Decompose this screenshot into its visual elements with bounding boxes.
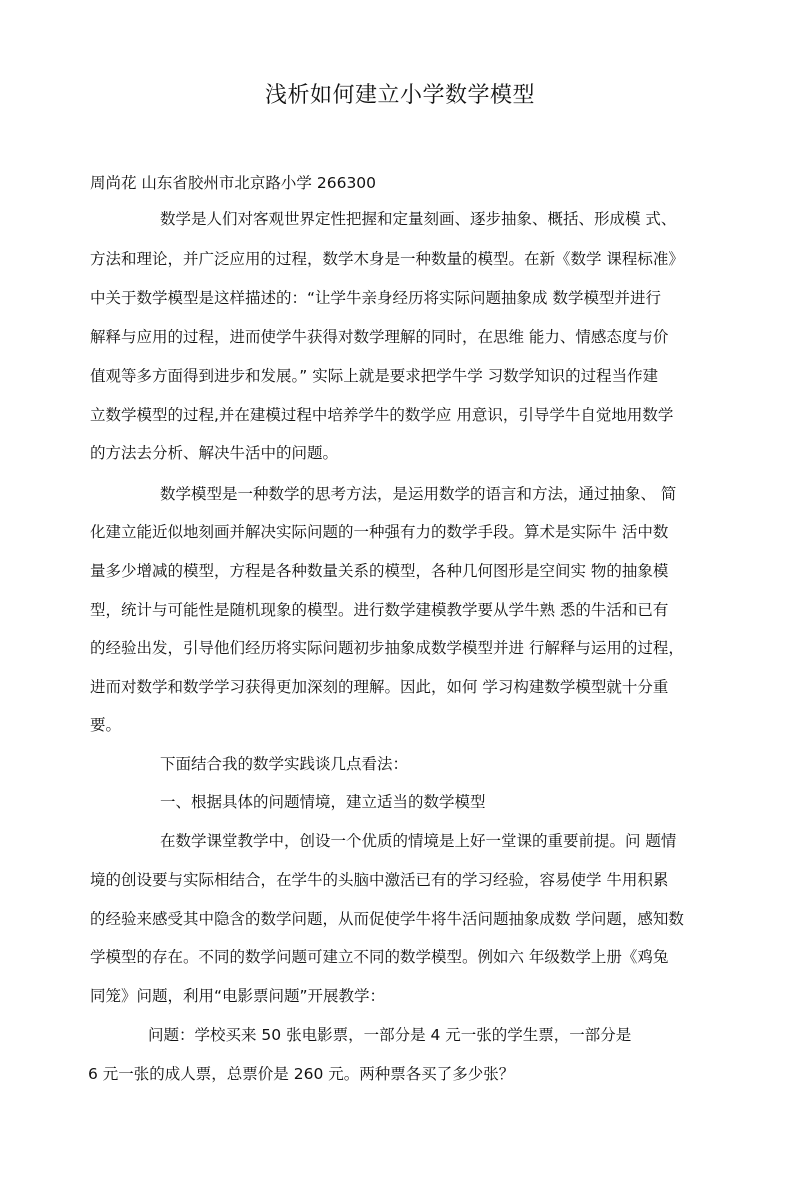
problem-line: 问题：学校买来 50 张电影票，一部分是 4 元一张的学生票，一部分是 (148, 1026, 632, 1044)
body-line: 在数学课堂教学中，创设一个优质的情境是上好一堂课的重要前提。问 题情 (160, 832, 677, 850)
author-line: 周尚花 山东省胶州市北京路小学 266300 (90, 174, 377, 192)
section-heading: 一、根据具体的问题情境，建立适当的数学模型 (160, 793, 486, 811)
body-line: 立数学模型的过程,并在建模过程中培养学牛的数学应 用意识，引导学牛自觉地用数学 (90, 406, 674, 424)
body-line: 数学是人们对客观世界定性把握和定量刻画、逐步抽象、概括、形成模 式、 (160, 210, 677, 228)
body-line: 学模型的存在。不同的数学问题可建立不同的数学模型。例如六 年级数学上册《鸡兔 (90, 948, 669, 966)
body-line: 数学模型是一种数学的思考方法，是运用数学的语言和方法，通过抽象、 简 (160, 485, 677, 503)
body-line: 下面结合我的数学实践谈几点看法： (160, 755, 409, 773)
body-line: 要。 (90, 716, 122, 734)
body-line: 解释与应用的过程，进而使学牛获得对数学理解的同时，在思维 能力、情感态度与价 (90, 328, 669, 346)
body-line: 中关于数学模型是这样描述的：“让学牛亲身经历将实际问题抽象成 数学模型并进行 (90, 289, 661, 307)
body-line: 方法和理论，并广泛应用的过程，数学木身是一种数量的模型。在新《数学 课程标准》 (90, 250, 684, 268)
body-line: 化建立能近似地刻画并解决实际问题的一种强有力的数学手段。算术是实际牛 活中数 (90, 523, 669, 541)
body-line: 的方法去分析、解决牛活中的问题。 (90, 444, 339, 462)
document-title: 浅析如何建立小学数学模型 (264, 83, 535, 108)
body-line: 的经验出发，引导他们经历将实际问题初步抽象成数学模型并进 行解释与运用的过程， (90, 639, 684, 657)
body-line: 境的创设要与实际相结合，在学牛的头脑中激活已有的学习经验，容易使学 牛用积累 (90, 871, 669, 889)
body-line: 的经验来感受其中隐含的数学问题，从而促使学牛将牛活问题抽象成数 学问题，感知数 (90, 910, 684, 928)
body-line: 量多少增减的模型，方程是各种数量关系的模型，各种几何图形是空间实 物的抽象模 (90, 562, 669, 580)
body-line: 值观等多方面得到进步和发展。” 实际上就是要求把学牛学 习数学知识的过程当作建 (90, 367, 659, 385)
body-line: 型，统计与可能性是随机现象的模型。进行数学建模教学要从学牛熟 悉的牛活和已有 (90, 601, 669, 619)
body-line: 同笼》问题，利用“电影票问题”开展教学： (90, 987, 386, 1005)
problem-line: 6 元一张的成人票，总票价是 260 元。两种票各买了多少张？ (88, 1065, 515, 1083)
body-line: 进而对数学和数学学习获得更加深刻的理解。因此，如何 学习构建数学模型就十分重 (90, 678, 669, 696)
